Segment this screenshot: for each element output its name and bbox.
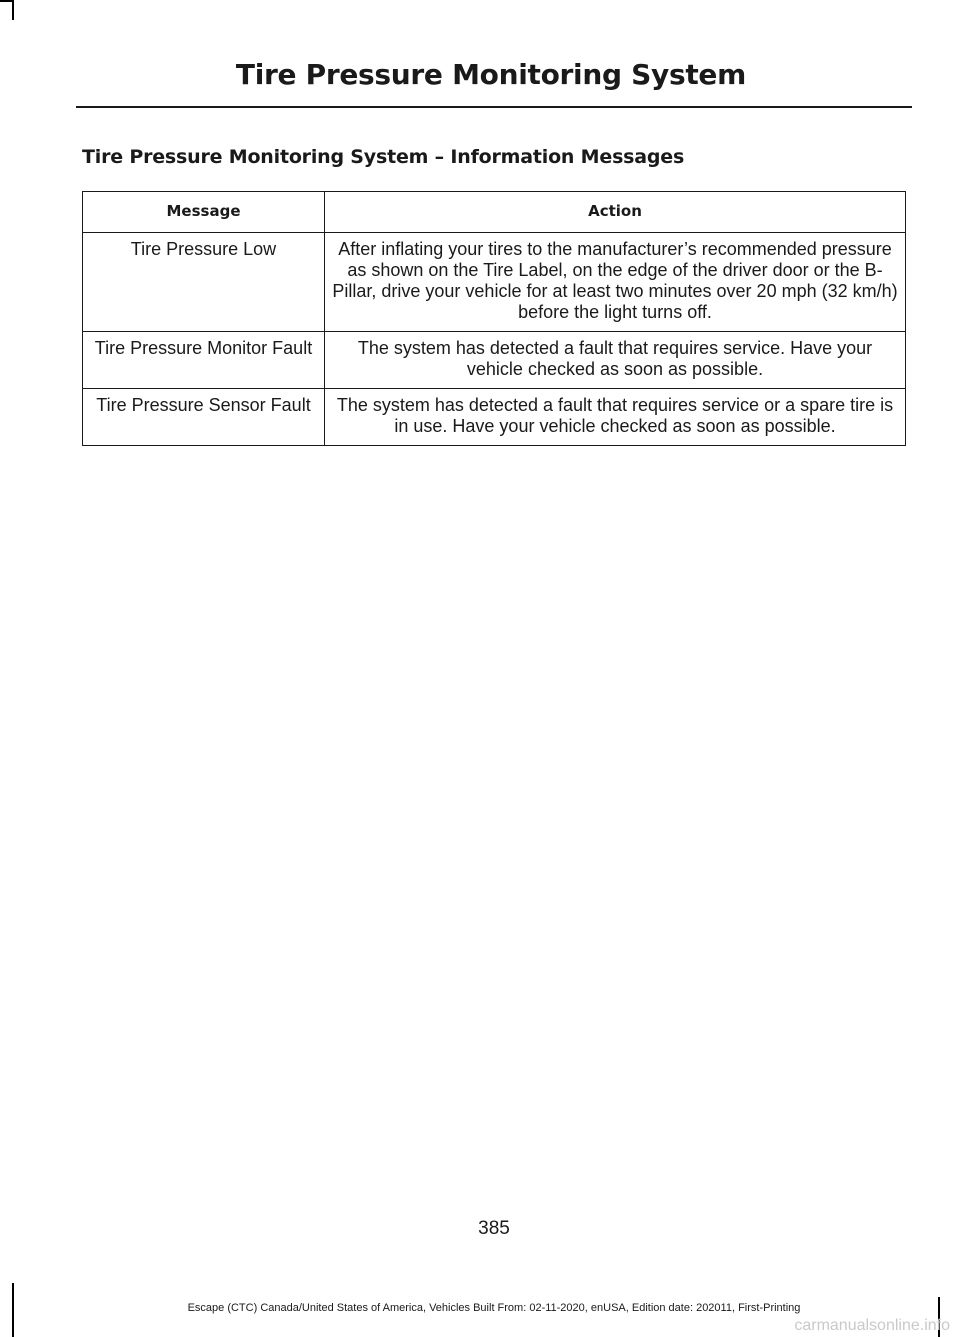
column-header-message: Message [83,192,325,233]
message-cell: Tire Pressure Monitor Fault [83,332,325,389]
crop-mark-top-left-vertical [12,0,14,20]
action-cell: The system has detected a fault that requires service or a spare tire is in use. Have your vehicle checked as soon as possible. [325,389,906,446]
page-header-title: Tire Pressure Monitoring System [235,58,746,91]
table-row [83,389,906,446]
table-header-row [83,192,906,233]
message-cell: Tire Pressure Sensor Fault [83,389,325,446]
page-footer: Escape (CTC) Canada/United States of America, Vehicles Built From: 02-11-2020, enUSA, Edition date: 202011, First-Printing [187,1302,801,1314]
page-number: 385 [478,1218,510,1239]
header-divider [76,106,912,108]
action-cell: The system has detected a fault that requires service. Have your vehicle checked as soon as possible. [325,332,906,389]
watermark: carmanualsonline.info [794,1317,950,1334]
action-cell: After inflating your tires to the manufacturer’s recommended pressure as shown on the Tire Label, on the edge of the driver door or the B-Pillar, drive your vehicle for at least two minutes over 20 mph (32 km/h) before the light turns off. [325,233,906,332]
information-messages-table [82,191,906,446]
column-header-action: Action [325,192,906,233]
section-title: Tire Pressure Monitoring System – Information Messages [82,146,685,168]
table-row [83,332,906,389]
table-row [83,233,906,332]
message-cell: Tire Pressure Low [83,233,325,332]
